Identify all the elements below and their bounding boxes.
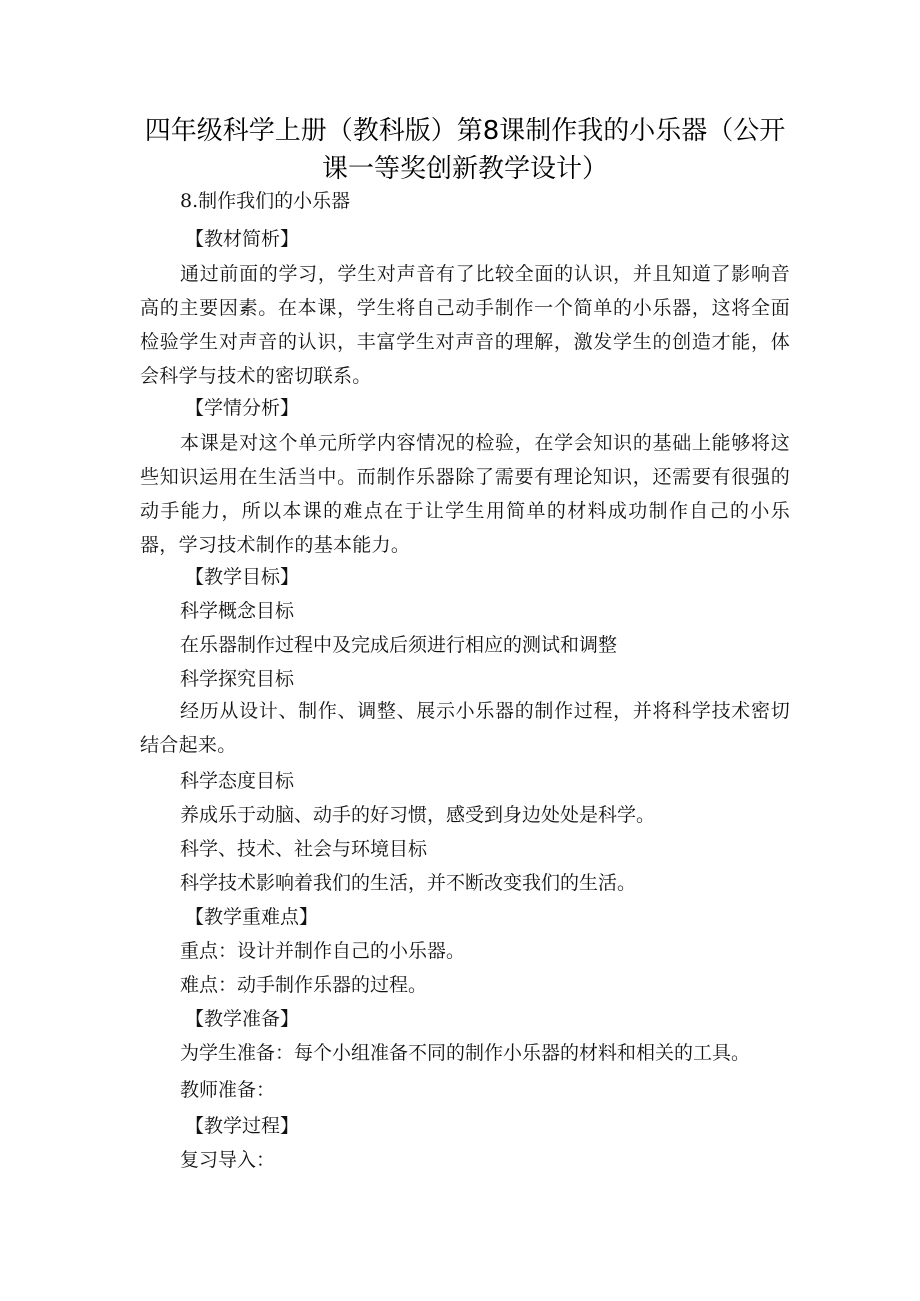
concept-objective-title: 科学概念目标: [180, 600, 295, 622]
objectives-heading: 【教学目标】: [185, 566, 300, 588]
difficult-point: 难点：动手制作乐器的过程。: [180, 974, 428, 996]
student-analysis-body: 本课是对这个单元所学内容情况的检验，在学会知识的基础上能够将这些知识运用在生活当中。而制作乐器除了需要有理论知识，还需要有很强的动手能力，所以本课的难点在于让学生用简单的材料成功制作自己的小乐器，学习技术制作的基本能力。: [140, 432, 790, 556]
sts-objective-body: 科学技术影响着我们的生活，并不断改变我们的生活。: [180, 872, 637, 894]
inquiry-objective-body: 经历从设计、制作、调整、展示小乐器的制作过程，并将科学技术密切结合起来。: [140, 700, 790, 756]
student-preparation: 为学生准备：每个小组准备不同的制作小乐器的材料和相关的工具。: [180, 1042, 751, 1064]
review-intro: 复习导入：: [180, 1149, 276, 1171]
attitude-objective-title: 科学态度目标: [180, 770, 295, 792]
preparation-heading: 【教学准备】: [185, 1008, 300, 1030]
concept-objective-body: 在乐器制作过程中及完成后须进行相应的测试和调整: [180, 634, 618, 656]
textbook-analysis-heading: 【教材简析】: [185, 228, 300, 250]
key-points-heading: 【教学重难点】: [185, 906, 319, 928]
sts-objective-title: 科学、技术、社会与环境目标: [180, 838, 428, 860]
key-point: 重点：设计并制作自己的小乐器。: [180, 940, 466, 962]
attitude-objective-body: 养成乐于动脑、动手的好习惯，感受到身边处处是科学。: [180, 804, 656, 826]
process-heading: 【教学过程】: [185, 1115, 300, 1137]
document-title: 四年级科学上册（教科版）第8课制作我的小乐器（公开课一等奖创新教学设计）: [144, 116, 786, 184]
lesson-subtitle: 8.制作我们的小乐器: [180, 190, 351, 212]
textbook-analysis-body: 通过前面的学习，学生对声音有了比较全面的认识，并且知道了影响音高的主要因素。在本课，学生将自己动手制作一个简单的小乐器，这将全面检验学生对声音的认识，丰富学生对声音的理解，激发学生的创造才能，体会科学与技术的密切联系。: [140, 263, 790, 387]
student-analysis-heading: 【学情分析】: [185, 397, 300, 419]
inquiry-objective-title: 科学探究目标: [180, 668, 295, 690]
teacher-preparation: 教师准备：: [180, 1079, 276, 1101]
